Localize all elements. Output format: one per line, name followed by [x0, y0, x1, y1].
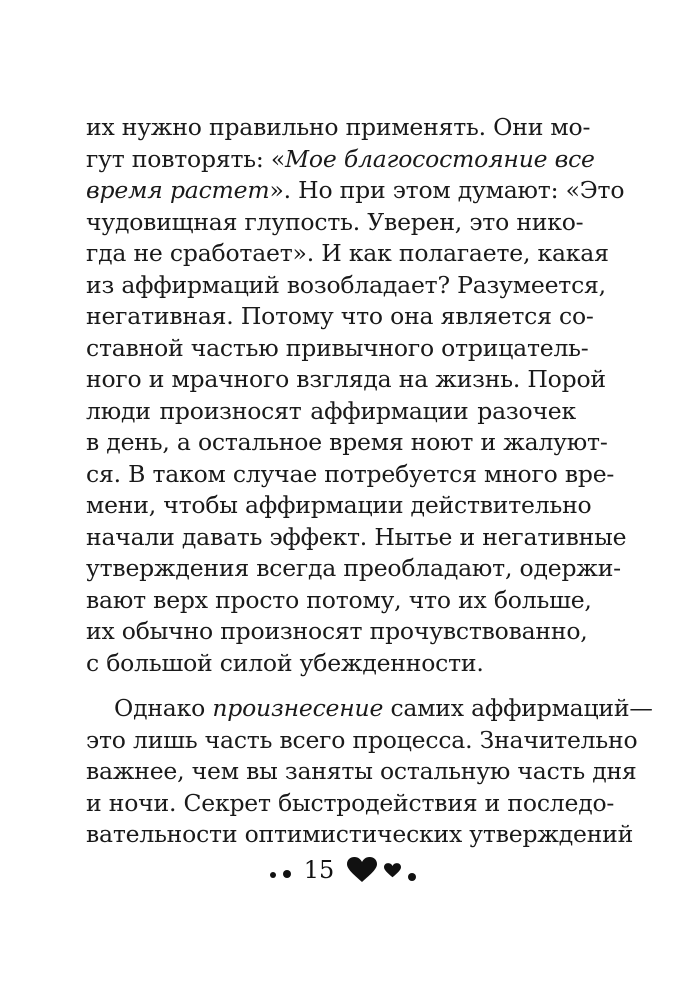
text-line: Однако произнесение самих аффирмаций—	[114, 694, 653, 722]
paragraph-gap	[86, 679, 576, 693]
text-line: вают верх просто потому, что их больше,	[86, 585, 592, 614]
text-line: гут повторять: «Мое благосостояние все	[86, 144, 595, 173]
text-line: из аффирмаций возобладает? Разумеется,	[86, 270, 606, 299]
text-line: люди произносят аффирмации разочек	[86, 396, 576, 425]
text-line: важнее, чем вы заняты остальную часть дня	[86, 757, 637, 785]
text-line: ного и мрачного взгляда на жизнь. Порой	[86, 365, 606, 393]
text-line: время растет». Но при этом думают: «Это	[86, 176, 625, 204]
text-line: их обычно произносят прочувствованно,	[86, 617, 588, 645]
text-line: ставной частью привычного отрицатель-	[86, 333, 589, 362]
text-line: чудовищная глупость. Уверен, это нико-	[86, 207, 584, 236]
text-line: утверждения всегда преобладают, одержи-	[86, 554, 621, 582]
text-line: вательности оптимистических утверждений	[86, 820, 634, 848]
text-line: мени, чтобы аффирмации действительно	[86, 491, 592, 519]
italic-phrase: Мое благосостояние все	[285, 144, 595, 173]
text-line: их нужно правильно применять. Они мо-	[86, 113, 591, 141]
dot-icon	[283, 870, 291, 878]
text-line: негативная. Потому что она является со-	[86, 302, 594, 330]
text-line: ся. В таком случае потребуется много вре-	[86, 459, 615, 488]
text-line: гда не сработает». И как полагаете, какая	[86, 239, 609, 267]
italic-phrase: время растет	[86, 176, 270, 204]
text-line: это лишь часть всего процесса. Значительно	[86, 725, 638, 754]
text-line: с большой силой убежденности.	[86, 648, 484, 677]
dot-icon	[270, 872, 276, 878]
heart-icon	[384, 863, 401, 878]
italic-phrase: произнесение	[212, 694, 384, 722]
body-text	[86, 112, 653, 851]
text-line: начали давать эффект. Нытье и негативные	[86, 522, 627, 551]
page-footer	[0, 855, 686, 885]
text-line: и ночи. Секрет быстродействия и последо-	[86, 788, 615, 817]
dot-icon	[408, 873, 416, 881]
text-line: в день, а остальное время ноют и жалуют-	[86, 428, 608, 456]
heart-icon	[347, 857, 377, 883]
page-number: 15	[303, 856, 335, 884]
